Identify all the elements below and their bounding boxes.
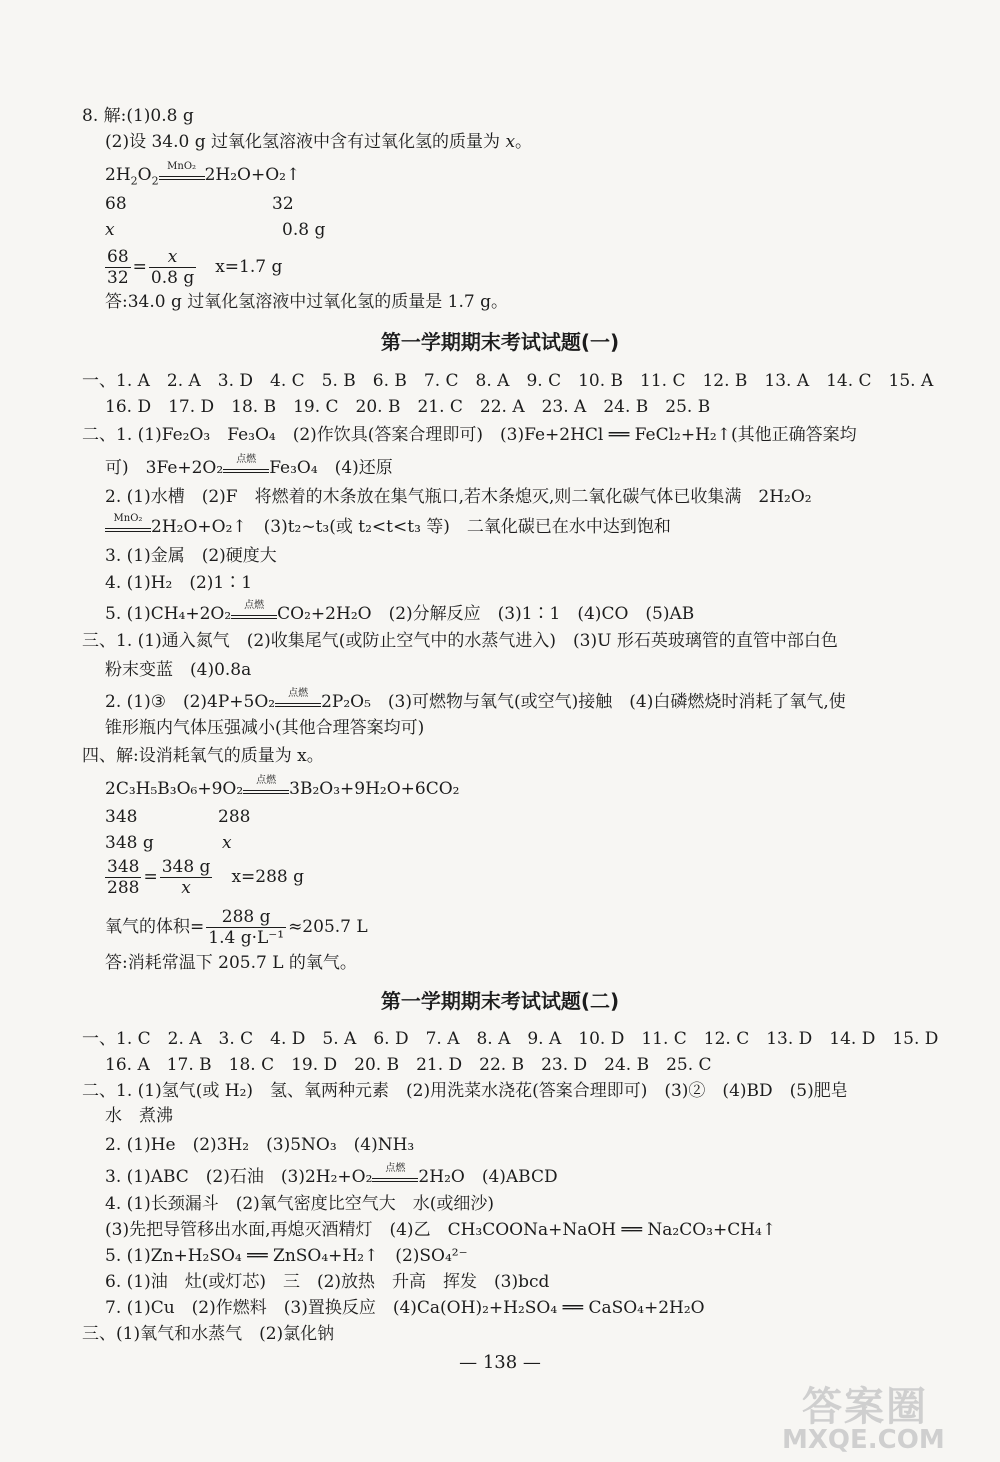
exam2-s2-line-4	[105, 1163, 558, 1188]
exam2-s2-line-2: 水 煮沸	[105, 1106, 173, 1126]
exam1-s4-vol-frac	[206, 907, 286, 948]
exam2-s2-l4-cond: 点燃	[385, 1163, 406, 1174]
exam1-s3-l3a: 2. (1)③ (2)4P+5O₂	[105, 692, 276, 712]
q8-eq-condition: MnO₂	[167, 161, 197, 172]
exam1-s3-line-2: 粉末变蓝 (4)0.8a	[105, 660, 252, 680]
exam2-title: 第一学期期末考试试题(二)	[380, 989, 620, 1013]
exam2-s1-line-1: 一、1. C 2. A 3. C 4. D 5. A 6. D 7. A 8. A 9. A 10. D 11. C 12. C 13. D 14. D 15. D	[82, 1029, 939, 1049]
exam2-s2-line-5: 4. (1)长颈漏斗 (2)氧气密度比空气大 水(或细沙)	[105, 1194, 495, 1214]
q8-frac-1-num: 68	[107, 247, 129, 267]
exam1-title: 第一学期期末考试试题(一)	[380, 330, 620, 354]
q8-eq-right: 2H₂O+O₂↑	[204, 165, 301, 185]
exam1-s2-l2b: Fe₃O₄ (4)还原	[269, 458, 393, 478]
exam1-s3-l3-cond: 点燃	[288, 688, 309, 699]
reaction-condition	[105, 513, 151, 538]
exam2-s2-l4b: 2H₂O (4)ABCD	[418, 1167, 558, 1187]
exam1-s2-l2a: 可) 3Fe+2O₂	[105, 458, 224, 478]
q8-ratio-2a: x	[105, 220, 115, 240]
q8-proportion: $\frac{68}{32}$ = $\frac{x}{0.8 g}$ x=1.7 g	[107, 247, 283, 288]
exam2-s2-line-1: 二、1. (1)氢气(或 H₂) 氢、氧两种元素 (2)用洗菜水浇花(答案合理即可) (3)② (4)BD (5)肥皂	[82, 1081, 848, 1101]
reaction-condition	[231, 600, 277, 625]
reaction-condition	[372, 1163, 418, 1188]
exam1-s4-ratio-2b: x	[222, 833, 232, 853]
exam1-s4-line-1: 四、解:设消耗氧气的质量为 x。	[82, 746, 324, 766]
exam1-s2-line-3: 2. (1)水槽 (2)F 将燃着的木条放在集气瓶口,若木条熄灭,则二氧化碳气体已收集满 2H₂O₂	[105, 487, 812, 507]
exam2-s2-line-9: 7. (1)Cu (2)作燃料 (3)置换反应 (4)Ca(OH)₂+H₂SO₄ ══ CaSO₄+2H₂O	[105, 1298, 705, 1318]
exam1-s3-line-4: 锥形瓶内气体压强减小(其他合理答案均可)	[105, 718, 425, 738]
q8-frac-1-den: 32	[107, 268, 129, 288]
exam2-s2-line-7: 5. (1)Zn+H₂SO₄ ══ ZnSO₄+H₂↑ (2)SO₄²⁻	[105, 1246, 468, 1266]
exam1-s3-l3b: 2P₂O₅ (3)可燃物与氧气(或空气)接触 (4)白磷燃烧时消耗了氧气,使	[321, 692, 846, 712]
exam1-s4-frac-1	[105, 857, 141, 898]
exam1-s2-line-1: 二、1. (1)Fe₂O₃ Fe₃O₄ (2)作饮具(答案合理即可) (3)Fe+2HCl ══ FeCl₂+H₂↑(其他正确答案均	[82, 425, 857, 445]
q8-line-2	[105, 131, 532, 153]
exam1-s2-line-6: 4. (1)H₂ (2)1∶1	[105, 573, 253, 593]
q8-ratio-1a: 68	[105, 194, 127, 214]
reaction-condition	[223, 454, 269, 479]
exam1-s4-eq-cond: 点燃	[256, 775, 277, 786]
exam2-s2-line-3: 2. (1)He (2)3H₂ (3)5NO₃ (4)NH₃	[105, 1135, 415, 1155]
q8-eq-o: O	[137, 165, 152, 185]
q8-line-2-var: x	[505, 132, 516, 152]
exam1-s2-line-4	[105, 513, 671, 538]
exam1-s4-result: x=288 g	[231, 867, 305, 887]
q8-equation	[105, 161, 301, 188]
exam1-s4-ratio-2a: 348 g	[105, 833, 154, 853]
exam1-s4-vol-den: 1.4 g·L⁻¹	[208, 928, 285, 948]
exam2-s2-line-6: (3)先把导管移出水面,再熄灭酒精灯 (4)乙 CH₃COONa+NaOH ══ Na₂CO₃+CH₄↑	[105, 1220, 777, 1240]
q8-eq-h: 2H	[105, 165, 131, 185]
exam1-s4-frac-1-num: 348	[107, 857, 140, 877]
q8-frac-1	[105, 247, 131, 288]
exam1-s4-volume	[105, 907, 368, 948]
q8-answer: 答:34.0 g 过氧化氢溶液中过氧化氢的质量是 1.7 g。	[105, 292, 508, 312]
exam1-s4-answer: 答:消耗常温下 205.7 L 的氧气。	[105, 953, 357, 973]
reaction-condition	[275, 688, 321, 713]
watermark-text: 答案圈	[802, 1384, 928, 1430]
exam2-s2-l4a: 3. (1)ABC (2)石油 (3)2H₂+O₂	[105, 1167, 373, 1187]
exam1-s2-line-2	[105, 454, 393, 479]
exam1-s2-line-7	[105, 600, 695, 625]
exam1-s4-eq-b: 3B₂O₃+9H₂O+6CO₂	[289, 779, 460, 799]
exam1-s4-vol-label: 氧气的体积=	[105, 917, 205, 937]
exam1-s4-equation	[105, 775, 460, 800]
q8-line-1: 8. 解:(1)0.8 g	[82, 106, 194, 126]
q8-eq-sub2: 2	[151, 174, 159, 188]
watermark-logo	[762, 1375, 972, 1455]
reaction-condition	[159, 161, 205, 186]
exam1-s2-l7a: 5. (1)CH₄+2O₂	[105, 604, 232, 624]
watermark-url: MXQE.COM	[782, 1425, 945, 1455]
q8-frac-2-num: x	[149, 247, 196, 268]
exam1-s4-ratio-1b: 288	[218, 807, 251, 827]
exam1-s4-frac-2-den: x	[181, 878, 191, 898]
q8-frac-2-den: 0.8 g	[150, 268, 195, 288]
q8-frac-2	[149, 247, 196, 288]
exam1-s4-proportion: $\frac{348}{288}$ = $\frac{348 g}{x}$ x=288 g	[107, 857, 305, 898]
exam1-s4-vol-num: 288 g	[206, 907, 286, 928]
exam2-s2-line-8: 6. (1)油 灶(或灯芯) 三 (2)放热 升高 挥发 (3)bcd	[105, 1272, 550, 1292]
exam1-s4-eq-a: 2C₃H₅B₃O₆+9O₂	[105, 779, 244, 799]
exam1-s4-ratio-1a: 348	[105, 807, 138, 827]
exam1-s2-l7b: CO₂+2H₂O (2)分解反应 (3)1∶1 (4)CO (5)AB	[277, 604, 695, 624]
exam1-s4-frac-2	[160, 857, 213, 898]
q8-line-2-end: 。	[515, 132, 533, 152]
page-number: — 138 —	[459, 1352, 541, 1373]
exam1-s2-l7-cond: 点燃	[244, 600, 265, 611]
exam1-s2-l4: 2H₂O+O₂↑ (3)t₂~t₃(或 t₂<t<t₃ 等) 二氧化碳已在水中达到饱和	[151, 517, 671, 537]
exam1-s1-line-2: 16. D 17. D 18. B 19. C 20. B 21. C 22. A 23. A 24. B 25. B	[105, 397, 711, 417]
q8-ratio-2b: 0.8 g	[282, 220, 326, 240]
exam1-s2-l4-cond: MnO₂	[113, 513, 143, 524]
exam1-s1-line-1: 一、1. A 2. A 3. D 4. C 5. B 6. B 7. C 8. A 9. C 10. B 11. C 12. B 13. A 14. C 15. A	[82, 371, 934, 391]
exam2-s1-line-2: 16. A 17. B 18. C 19. D 20. B 21. D 22. B 23. D 24. B 25. C	[105, 1055, 712, 1075]
exam1-s4-frac-2-num: 348 g	[161, 857, 211, 877]
exam1-s2-line-5: 3. (1)金属 (2)硬度大	[105, 546, 277, 566]
exam2-s3-line-1: 三、(1)氧气和水蒸气 (2)氯化钠	[82, 1324, 335, 1344]
q8-ratio-1b: 32	[272, 194, 294, 214]
exam1-s3-line-1: 三、1. (1)通入氮气 (2)收集尾气(或防止空气中的水蒸气进入) (3)U 形石英玻璃管的直管中部白色	[82, 631, 838, 651]
exam1-s4-frac-1-den: 288	[107, 878, 140, 898]
exam1-s4-vol-result: ≈205.7 L	[288, 917, 368, 937]
reaction-condition	[243, 775, 289, 800]
q8-result: x=1.7 g	[215, 257, 283, 277]
exam1-s2-l2-cond: 点燃	[236, 454, 257, 465]
q8-line-2-text: (2)设 34.0 g 过氧化氢溶液中含有过氧化氢的质量为	[105, 132, 506, 152]
q8-eq-sub1: 2	[130, 174, 138, 188]
exam1-s3-line-3	[105, 688, 846, 713]
